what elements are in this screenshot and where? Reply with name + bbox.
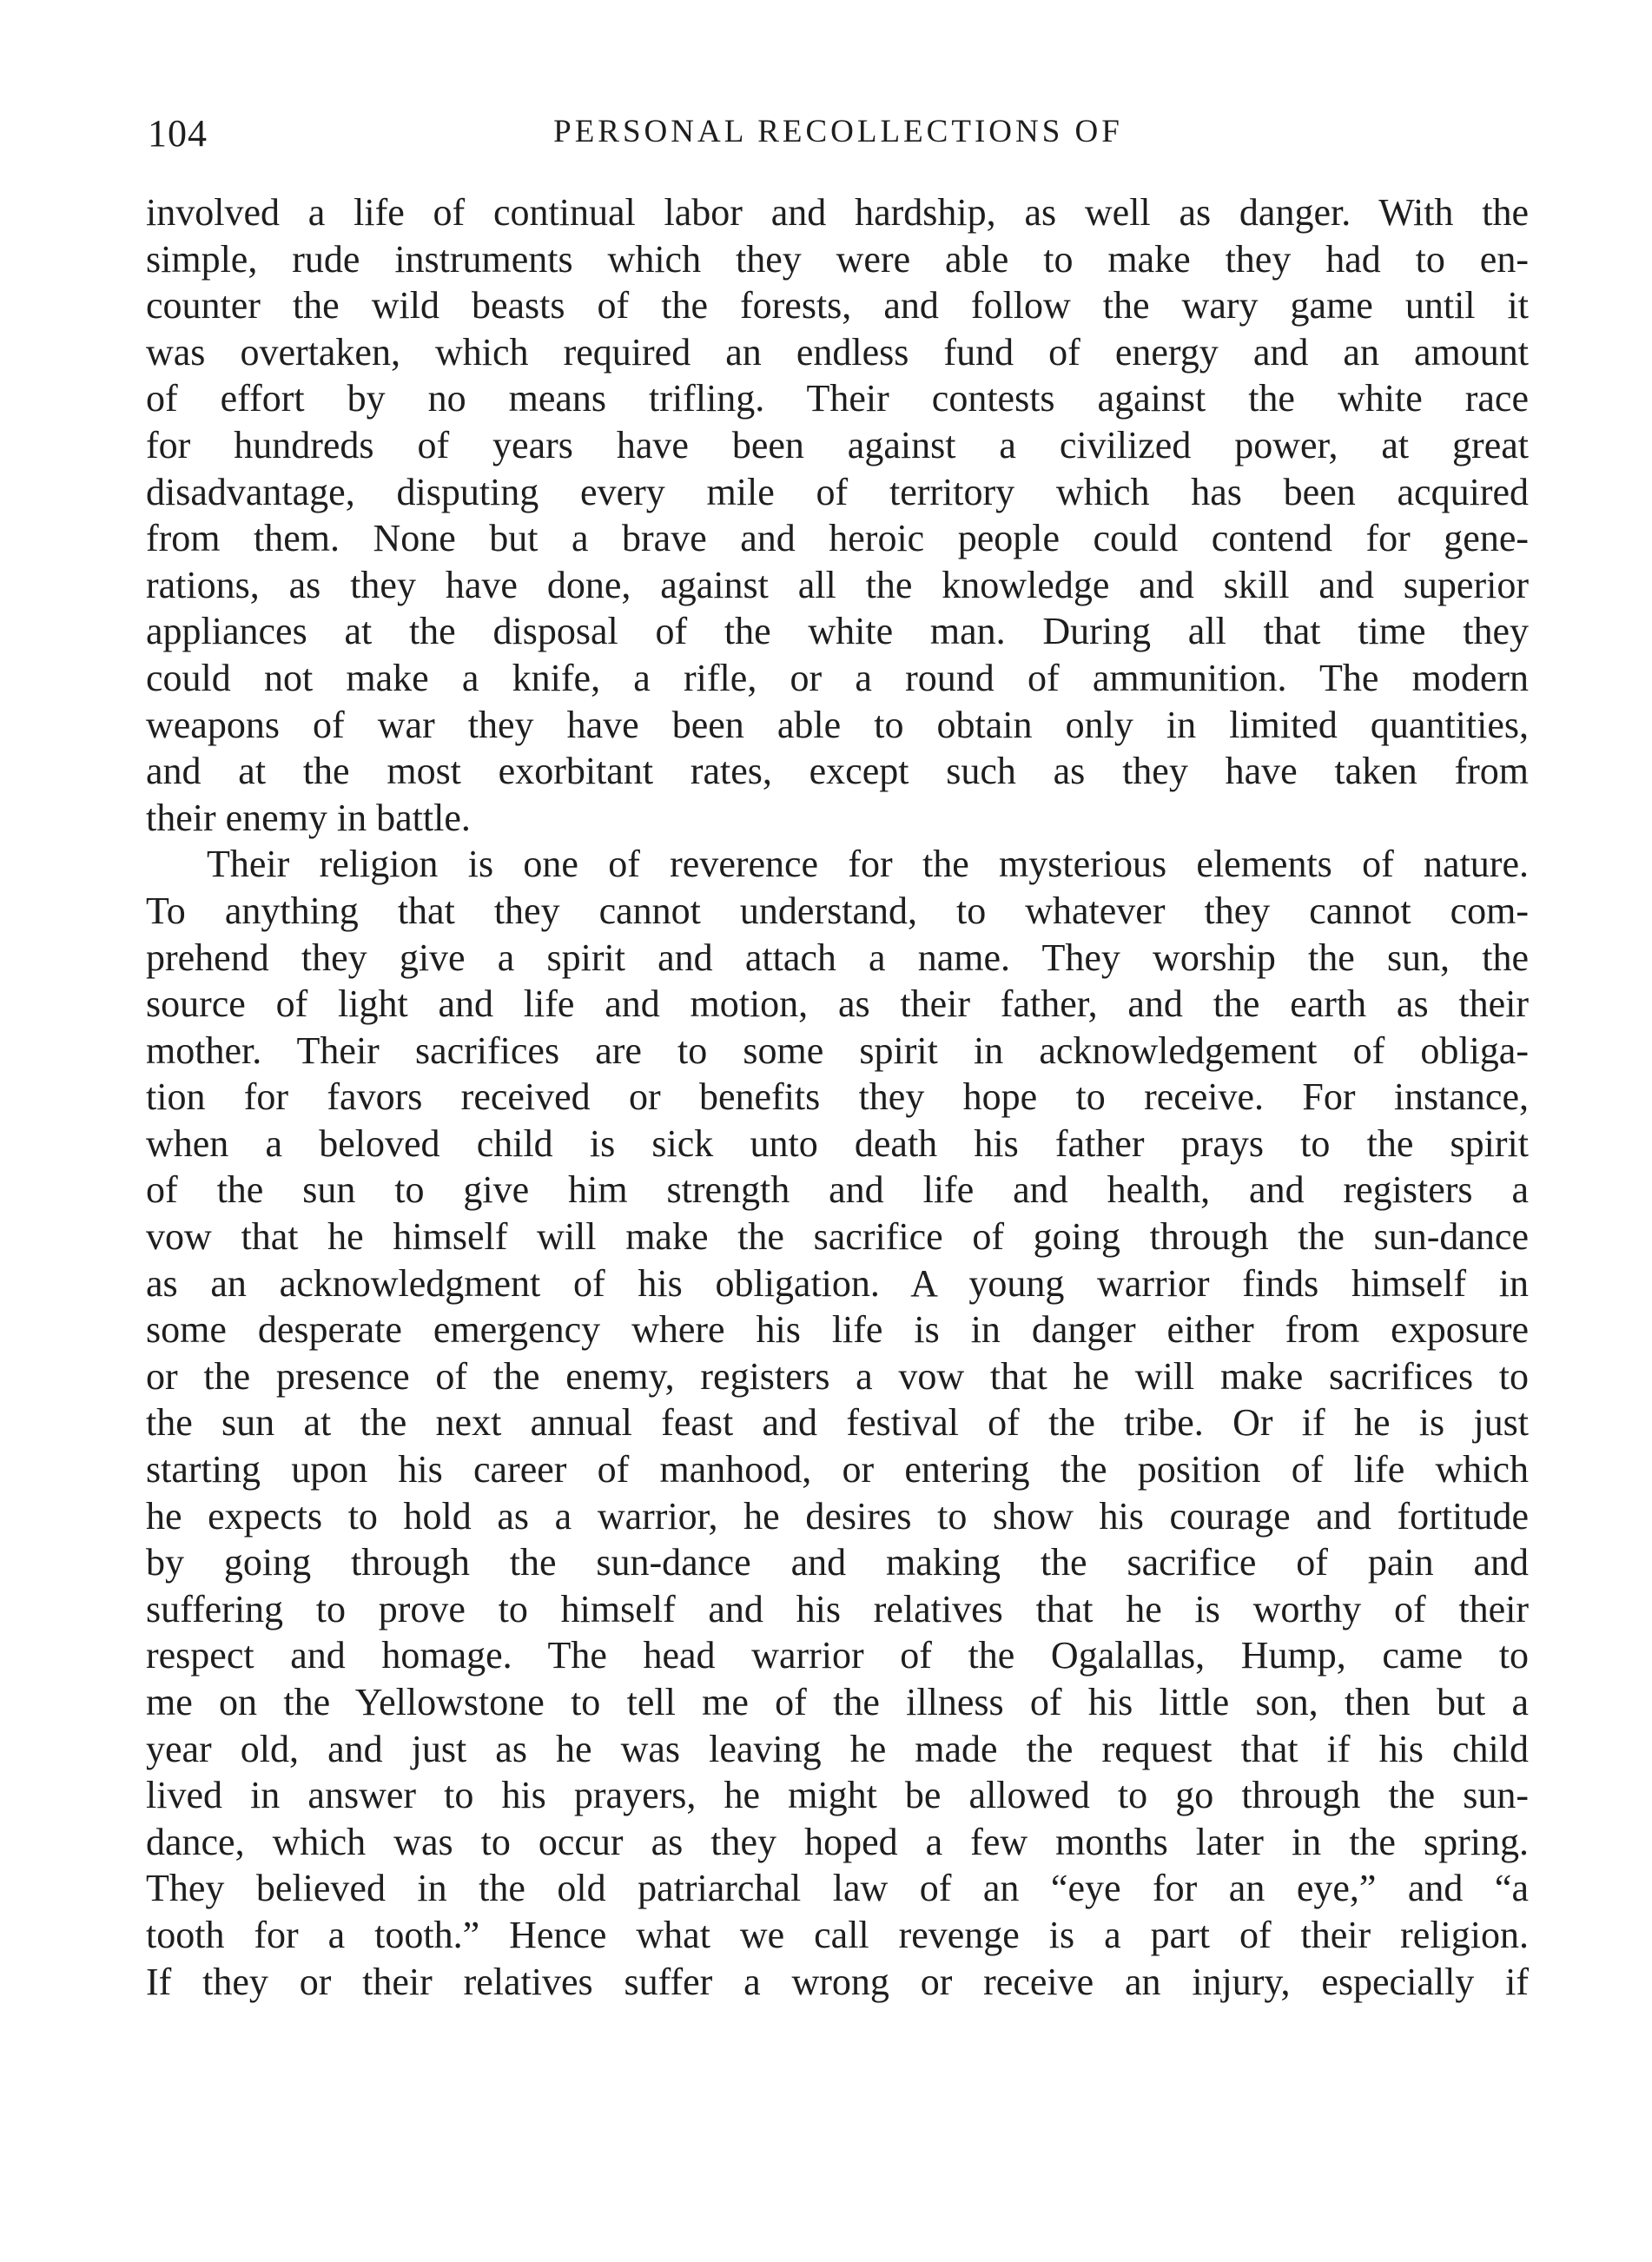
text-line: tooth for a tooth.” Hence what we call revenge is a part of their religion. [146, 1913, 1529, 1956]
text-line: when a beloved child is sick unto death his father prays to the spirit [146, 1121, 1529, 1165]
text-line: To anything that they cannot understand, to whatever they cannot com- [146, 889, 1529, 932]
text-line: for hundreds of years have been against a civilized power, at great [146, 423, 1529, 466]
text-line: could not make a knife, a rifle, or a round of ammunition. The modern [146, 656, 1529, 699]
text-line: counter the wild beasts of the forests, and follow the wary game until it [146, 284, 1529, 327]
text-line: year old, and just as he was leaving he made the request that if his child [146, 1727, 1529, 1770]
text-line: from them. None but a brave and heroic people could contend for gene- [146, 517, 1529, 560]
text-line: weapons of war they have been able to obtain only in limited quantities, [146, 703, 1529, 746]
text-line: source of light and life and motion, as their father, and the earth as their [146, 982, 1529, 1026]
page-number: 104 [148, 112, 208, 155]
text-line: dance, which was to occur as they hoped a few months later in the spring. [146, 1820, 1529, 1863]
text-line: simple, rude instruments which they were able to make they had to en- [146, 237, 1529, 281]
text-line: he expects to hold as a warrior, he desires to show his courage and fortitude [146, 1494, 1529, 1538]
text-line: tion for favors received or benefits they hope to receive. For instance, [146, 1075, 1529, 1119]
running-title: PERSONAL RECOLLECTIONS OF [553, 114, 1123, 149]
text-line: suffering to prove to himself and his relatives that he is worthy of their [146, 1587, 1529, 1630]
text-line: of effort by no means trifling. Their contests against the white race [146, 377, 1529, 420]
body-text [146, 189, 1529, 2005]
text-line: as an acknowledgment of his obligation. A young warrior finds himself in [146, 1261, 1529, 1305]
text-line: of the sun to give him strength and life and health, and registers a [146, 1168, 1529, 1212]
text-line: was overtaken, which required an endless fund of energy and an amount [146, 330, 1529, 374]
text-line: They believed in the old patriarchal law of an “eye for an eye,” and “a [146, 1867, 1529, 1910]
paragraph-end-line: their enemy in battle. [146, 796, 471, 839]
text-line: If they or their relatives suffer a wrong or receive an injury, especially if [146, 1960, 1529, 2003]
page-header [148, 111, 1529, 163]
text-line: prehend they give a spirit and attach a name. They worship the sun, the [146, 936, 1529, 979]
text-line: lived in answer to his prayers, he might be allowed to go through the sun- [146, 1774, 1529, 1817]
text-line: rations, as they have done, against all the knowledge and skill and superior [146, 563, 1529, 606]
text-line: mother. Their sacrifices are to some spirit in acknowledgement of obliga- [146, 1028, 1529, 1072]
text-line: vow that he himself will make the sacrifice of going through the sun-dance [146, 1215, 1529, 1259]
text-line: or the presence of the enemy, registers a vow that he will make sacrifices to [146, 1354, 1529, 1398]
text-line: starting upon his career of manhood, or entering the position of life which [146, 1448, 1529, 1491]
text-line: some desperate emergency where his life is in danger either from exposure [146, 1308, 1529, 1352]
text-line: and at the most exorbitant rates, except such as they have taken from [146, 750, 1529, 793]
paragraph-start-line: Their religion is one of reverence for the mysterious elements of nature. [207, 843, 1529, 886]
text-line: appliances at the disposal of the white man. During all that time they [146, 610, 1529, 653]
text-line: by going through the sun-dance and making the sacrifice of pain and [146, 1541, 1529, 1584]
text-line: involved a life of continual labor and hardship, as well as danger. With the [146, 191, 1529, 234]
text-line: the sun at the next annual feast and festival of the tribe. Or if he is just [146, 1401, 1529, 1445]
text-line: respect and homage. The head warrior of the Ogalallas, Hump, came to [146, 1634, 1529, 1677]
text-line: me on the Yellowstone to tell me of the illness of his little son, then but a [146, 1681, 1529, 1723]
text-line: disadvantage, disputing every mile of territory which has been acquired [146, 470, 1529, 513]
